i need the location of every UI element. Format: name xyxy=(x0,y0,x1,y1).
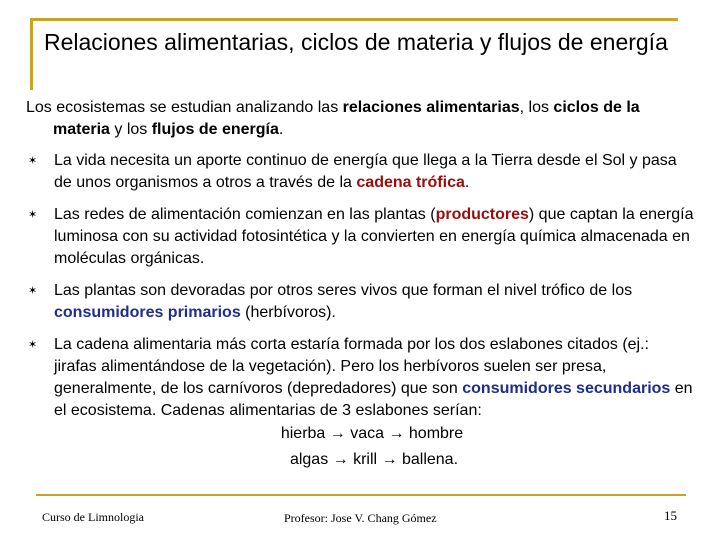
bullet-text: Las redes de alimentación comienzan en las plantas ( xyxy=(54,206,436,223)
intro-text-2: , los xyxy=(519,99,554,116)
highlight-cadena-trofica: cadena trófica xyxy=(356,174,465,191)
star-bullet-icon: ✶ xyxy=(28,285,38,297)
bullet-text: Las plantas son devoradas por otros seres vivos que forman el nivel trófico de los xyxy=(54,282,633,299)
food-chain-line-2: algas → krill → ballena. xyxy=(289,451,459,468)
intro-text-4: . xyxy=(278,121,284,138)
bullet-text: (herbívoros). xyxy=(240,304,336,321)
bullet-item xyxy=(26,204,696,270)
intro-text-1: Los ecosistemas se estudian analizando las xyxy=(26,99,343,116)
bullet-item xyxy=(26,280,696,324)
intro-text-3: y los xyxy=(109,121,152,138)
footer-rule xyxy=(36,494,686,496)
intro-paragraph xyxy=(26,97,696,141)
bullet-text: La vida necesita un aporte continuo de energía que llega a la Tierra desde el Sol y pasa de unos organismos a otros a través de la xyxy=(54,152,677,191)
highlight-consumidores-secundarios: consumidores secundarios xyxy=(462,380,671,397)
title-frame-top-rule xyxy=(30,18,678,21)
bullet-text: La cadena alimentaria más corta estaría formada por los dos eslabones citados (ej.: jirafas alimentándose de la vegetación). Pero los herbívoros suelen ser presa, generalmente, de los carnívoros (depredadores) que son xyxy=(54,336,649,397)
star-bullet-icon: ✶ xyxy=(28,339,38,351)
intro-bold-relaciones: relaciones alimentarias xyxy=(342,99,520,116)
food-chain-line-1: hierba → vaca → hombre xyxy=(280,425,464,442)
star-bullet-icon: ✶ xyxy=(28,209,38,221)
footer-professor: Profesor: Jose V. Chang Gómez xyxy=(284,511,437,525)
intro-bold-ciclos: ciclos de la materia xyxy=(53,99,640,138)
highlight-productores: productores xyxy=(435,206,529,223)
bullet-item xyxy=(26,150,696,194)
bullet-text: en el ecosistema. Cadenas alimentarias de 3 eslabones serían: xyxy=(54,380,693,419)
bullet-text: . xyxy=(464,174,470,191)
bullet-item xyxy=(26,334,696,422)
highlight-consumidores-primarios: consumidores primarios xyxy=(54,304,241,321)
title-frame-left-rule xyxy=(30,18,33,90)
page-number: 15 xyxy=(664,508,677,523)
bullet-text: ) que captan la energía luminosa con su actividad fotosintética y la convierten en energía química almacenada en moléculas orgánicas. xyxy=(54,206,694,267)
bullet-list xyxy=(26,150,696,432)
slide-title: Relaciones alimentarias, ciclos de materia y flujos de energía xyxy=(44,29,668,55)
footer-course: Curso de Limnologia xyxy=(42,510,144,524)
intro-bold-flujos: flujos de energía xyxy=(151,121,279,138)
star-bullet-icon: ✶ xyxy=(28,155,38,167)
